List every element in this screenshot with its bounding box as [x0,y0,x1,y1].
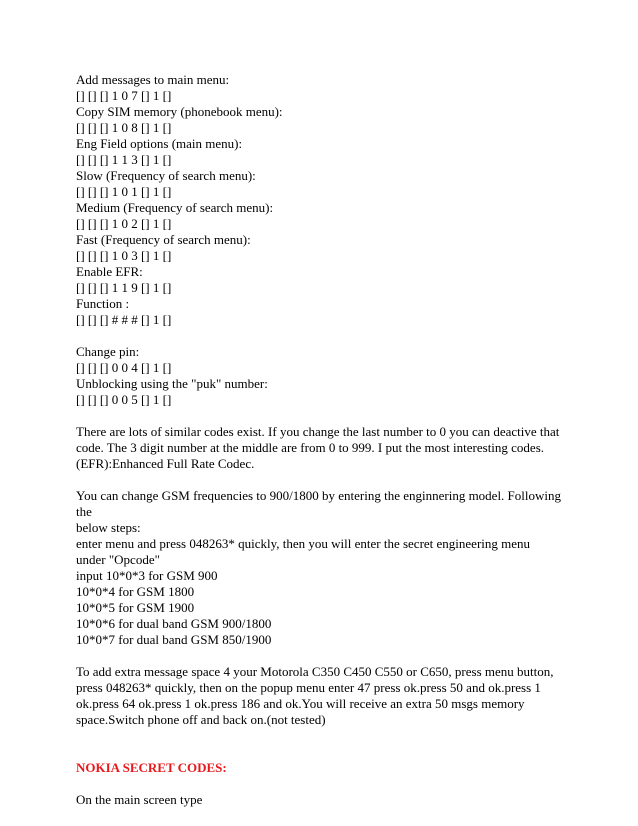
code-value: [] [] [] 1 0 1 [] 1 [] [76,184,172,199]
paragraph-line: (EFR):Enhanced Full Rate Codec. [76,456,255,471]
code-value: [] [] [] 1 0 8 [] 1 [] [76,120,172,135]
motorola-code-list [76,72,576,328]
message-space-paragraph [76,664,576,728]
paragraph-line: under "Opcode" [76,552,160,567]
code-value: [] [] [] 1 0 2 [] 1 [] [76,216,172,231]
code-label: Enable EFR: [76,264,143,279]
paragraph-line: You can change GSM frequencies to 900/1800 by entering the enginnering model. Following the [76,488,562,519]
document-content [76,72,576,808]
closing-line: On the main screen type [76,792,203,807]
paragraph-line: input 10*0*3 for GSM 900 [76,568,218,583]
codes-explanation-paragraph [76,424,576,472]
paragraph-line: below steps: [76,520,141,535]
code-value: [] [] [] 0 0 5 [] 1 [] [76,392,172,407]
paragraph-line: 10*0*7 for dual band GSM 850/1900 [76,632,272,647]
code-value: [] [] [] 1 0 7 [] 1 [] [76,88,172,103]
code-label: Medium (Frequency of search menu): [76,200,274,215]
code-value: [] [] [] 1 1 9 [] 1 [] [76,280,172,295]
paragraph-line: code. The 3 digit number at the middle are from 0 to 999. I put the most interesting codes. [76,440,545,455]
paragraph-line: press 048263* quickly, then on the popup menu enter 47 press ok.press 50 and ok.press 1 [76,680,541,695]
paragraph-line: There are lots of similar codes exist. If you change the last number to 0 you can deactive that [76,424,560,439]
paragraph-line: ok.press 64 ok.press 1 ok.press 186 and ok.You will receive an extra 50 msgs memory [76,696,525,711]
code-label: Eng Field options (main menu): [76,136,243,151]
gsm-frequency-paragraph [76,488,576,648]
code-label: Change pin: [76,344,140,359]
code-label: Fast (Frequency of search menu): [76,232,251,247]
paragraph-line: 10*0*4 for GSM 1800 [76,584,195,599]
paragraph-line: space.Switch phone off and back on.(not tested) [76,712,326,727]
code-label: Function : [76,296,130,311]
pin-code-list [76,344,576,408]
paragraph-line: enter menu and press 048263* quickly, then you will enter the secret engineering menu [76,536,531,551]
code-value: [] [] [] 0 0 4 [] 1 [] [76,360,172,375]
code-value: [] [] [] 1 0 3 [] 1 [] [76,248,172,263]
paragraph-line: 10*0*5 for GSM 1900 [76,600,195,615]
code-value: [] [] [] # # # [] 1 [] [76,312,172,327]
code-label: Slow (Frequency of search menu): [76,168,256,183]
paragraph-line: To add extra message space 4 your Motorola C350 C450 C550 or C650, press menu button, [76,664,554,679]
blank-line [76,328,576,344]
code-label: Copy SIM memory (phonebook menu): [76,104,283,119]
code-value: [] [] [] 1 1 3 [] 1 [] [76,152,172,167]
paragraph-line: 10*0*6 for dual band GSM 900/1800 [76,616,272,631]
nokia-section-heading: NOKIA SECRET CODES: [76,760,227,775]
code-label: Unblocking using the "puk" number: [76,376,268,391]
code-label: Add messages to main menu: [76,72,230,87]
